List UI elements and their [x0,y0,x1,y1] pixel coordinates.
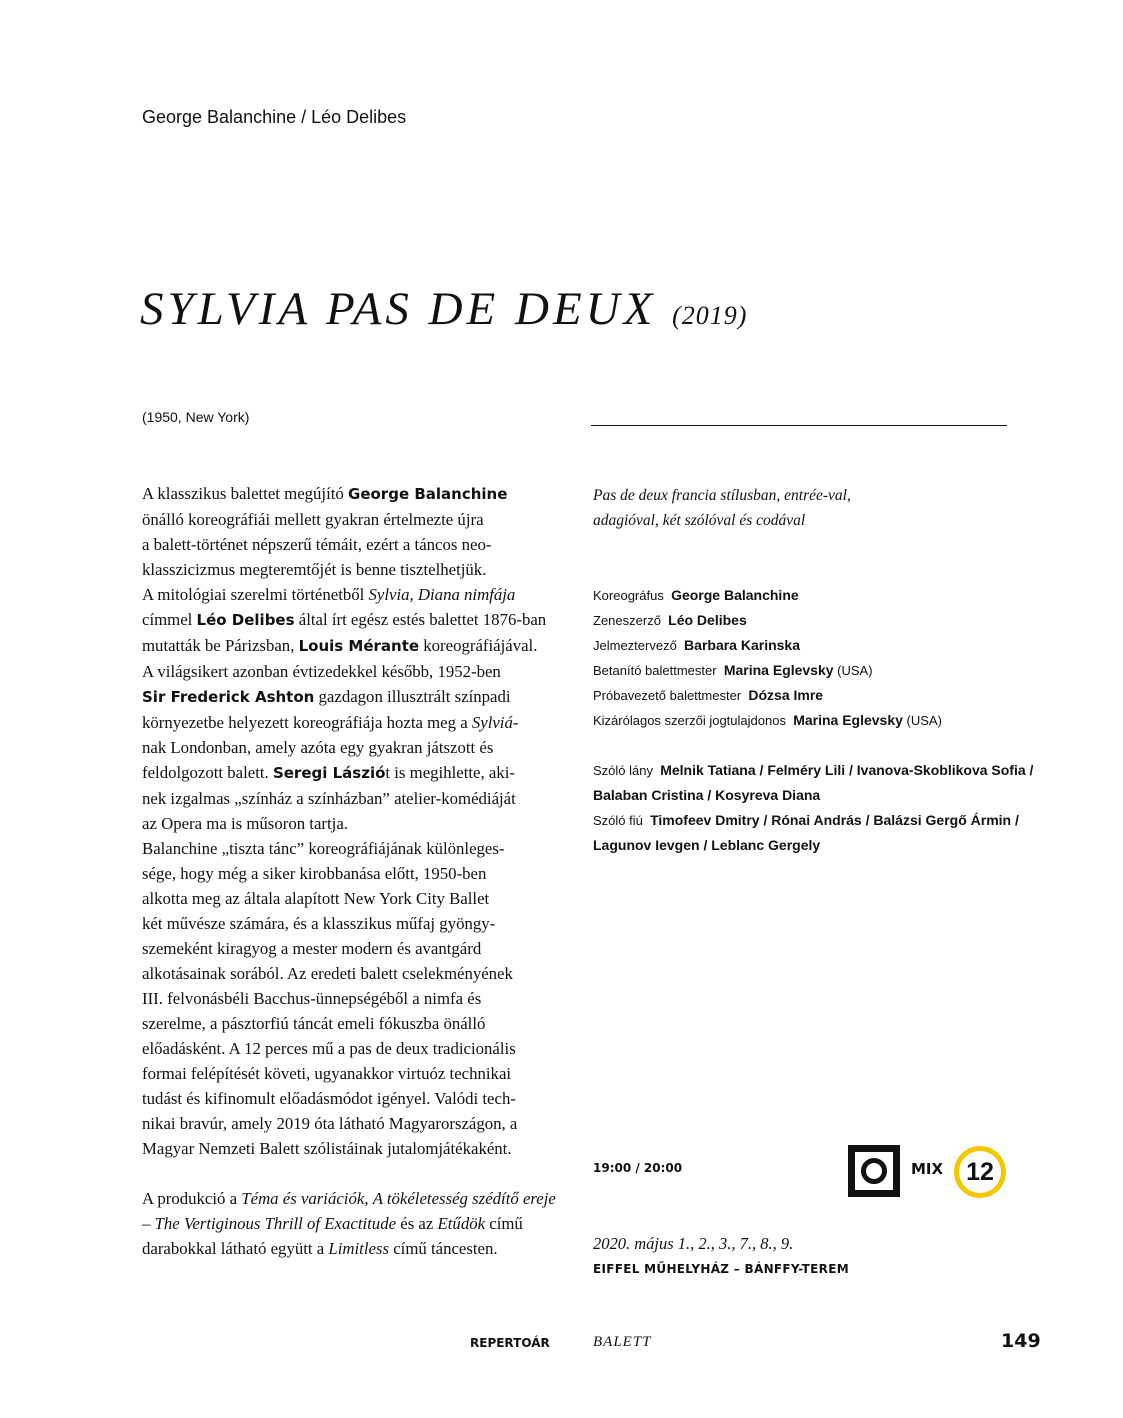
body-line: – The Vertiginous Thrill of Exactitude és az Etűdök című [142,1214,523,1233]
series-label: MIX [911,1160,944,1178]
showtime: 19:00 / 20:00 [593,1161,683,1175]
credit-ballet-master: Betanító balettmester Marina Eglevsky (USA) [593,662,873,678]
body-line: darabokkal látható együtt a Limitless című táncesten. [142,1239,498,1258]
body-line: alkotta meg az általa alapított New York City Ballet [142,889,490,908]
title-year: (2019) [672,301,748,330]
body-line: A mitológiai szerelmi történetből Sylvia, Diana nimfája [142,585,516,604]
body-line: a balett-történet népszerű témáit, ezért a táncos neo- [142,535,492,554]
title-main: SYLVIA PAS DE DEUX [140,283,657,335]
body-line: sége, hogy még a siker kirobbanása előtt, 1950-ben [142,864,487,883]
credit-composer: Zeneszerző Léo Delibes [593,612,747,628]
body-line: szerelme, a pásztorfiú táncát emeli fókuszba önálló [142,1014,486,1033]
body-line: Magyar Nemzeti Balett szólistáinak jutalomjátékaként. [142,1139,512,1158]
body-line: előadásként. A 12 perces mű a pas de deux tradicionális [142,1039,516,1058]
body-line: nikai bravúr, amely 2019 óta látható Magyarországon, a [142,1114,518,1133]
credit-solo-boy: Szóló fiú Timofeev Dmitry / Rónai András / Balázsi Gergő Ármin / [593,812,1019,828]
credit-costume: Jelmeztervező Barbara Karinska [593,637,800,653]
body-line: feldolgozott balett. Seregi Lásziót is megihlette, aki- [142,763,515,782]
subtitle-line: Pas de deux francia stílusban, entrée-val, [593,487,851,504]
body-line: A klasszikus balettet megújító George Balanchine [142,484,508,503]
credit-solo-boy-cont: Lagunov Ievgen / Leblanc Gergely [593,837,821,853]
body-line: két művésze számára, és a klasszikus műfaj gyöngy- [142,914,496,933]
body-line: klasszicizmus megteremtőjét is benne tisztelhetjük. [142,560,487,579]
body-line: címmel Léo Delibes által írt egész estés balettet 1876-ban [142,610,547,629]
credit-rights: Kizárólagos szerzői jogtulajdonos Marina Eglevsky (USA) [593,712,942,728]
credit-choreographer: Koreográfus George Balanchine [593,587,799,603]
credit-solo-girl-cont: Balaban Cristina / Kosyreva Diana [593,787,821,803]
body-line: szemeként kiragyog a mester modern és avantgárd [142,939,482,958]
divider [591,425,1007,426]
body-line: nak Londonban, amely azóta egy gyakran játszott és [142,738,494,757]
body-line: A világsikert azonban évtizedekkel később, 1952-ben [142,662,501,681]
body-line: Balanchine „tiszta tánc” koreográfiájának különleges- [142,839,505,858]
body-line: nek izgalmas „színház a színházban” atelier-komédiáját [142,789,516,808]
description-text [142,481,554,1261]
byline: George Balanchine / Léo Delibes [142,107,407,127]
credit-rehearsal: Próbavezető balettmester Dózsa Imre [593,687,824,703]
footer-section: REPERTOÁR [470,1336,550,1350]
venue: EIFFEL MŰHELYHÁZ – BÁNFFY-TEREM [593,1262,849,1276]
age-rating-value: 12 [959,1151,1001,1193]
footer-category: BALETT [593,1334,652,1350]
origin-note: (1950, New York) [142,409,250,425]
credits-list [593,583,1033,858]
body-line: Sir Frederick Ashton gazdagon illusztrált színpadi [142,687,511,706]
page-number: 149 [1001,1330,1041,1352]
body-line: környezetbe helyezett koreográfiája hozta meg a Sylviá- [142,713,519,732]
body-line: formai felépítését követi, ugyanakkor virtuóz technikai [142,1064,512,1083]
credit-solo-girl: Szóló lány Melnik Tatiana / Felméry Lili / Ivanova-Skoblikova Sofia / [593,762,1034,778]
body-line: mutatták be Párizsban, Louis Mérante koreográfiájával. [142,636,538,655]
page-title [140,282,747,336]
piece-subtitle [593,483,851,533]
subtitle-line: adagióval, két szólóval és codával [593,512,806,529]
performance-dates: 2020. május 1., 2., 3., 7., 8., 9. [593,1234,794,1253]
body-line: az Opera ma is műsoron tartja. [142,814,348,833]
age-rating-badge [954,1146,1006,1198]
body-line: tudást és kifinomult előadásmódot igényel. Valódi tech- [142,1089,516,1108]
opera-logo-icon [848,1145,900,1197]
body-line: alkotásainak sorából. Az eredeti balett cselekményének [142,964,513,983]
body-line: önálló koreográfiái mellett gyakran értelmezte újra [142,510,484,529]
body-line: A produkció a Téma és variációk, A tökéletesség szédítő ereje [142,1189,556,1208]
body-line: III. felvonásbéli Bacchus-ünnepségéből a nimfa és [142,989,482,1008]
